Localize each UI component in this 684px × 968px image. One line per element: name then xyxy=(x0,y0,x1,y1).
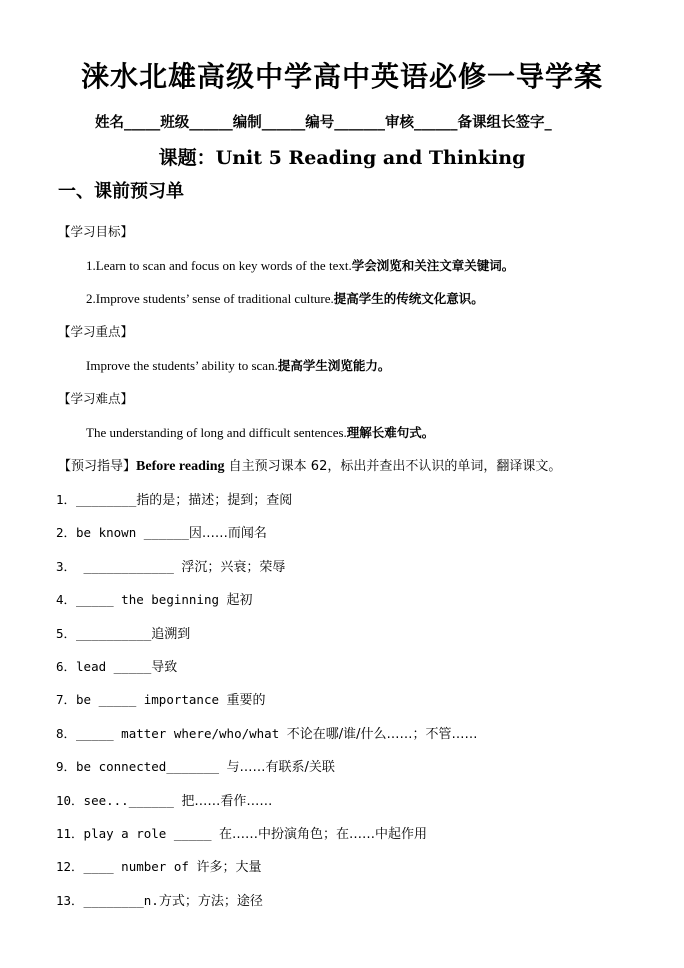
objective-item-2 xyxy=(86,289,484,307)
vocab-prompt: 3． ____________ xyxy=(56,558,182,574)
objective-en: 1.Learn to scan and focus on key words of the text. xyxy=(86,258,352,273)
vocab-prompt: 5．__________ xyxy=(56,625,152,641)
lesson-title: 课题：Unit 5 Reading and Thinking xyxy=(158,147,526,169)
difficulties-cn: 理解长难句式。 xyxy=(346,425,435,440)
objective-cn: 提高学生的传统文化意识。 xyxy=(333,291,484,306)
vocab-meaning: 起初 xyxy=(226,593,253,609)
vocab-prompt: 12．____ number of xyxy=(56,859,197,875)
vocab-prompt: 13．________n. xyxy=(56,892,159,908)
vocab-meaning: 重要的 xyxy=(226,693,266,709)
vocab-meaning: 不论在哪/谁/什么……；不管…… xyxy=(286,726,478,742)
vocab-prompt: 1．________ xyxy=(56,492,137,507)
key-points-en: Improve the students’ ability to scan. xyxy=(86,358,278,373)
preview-text: 自主预习课本 62，标出并查出不认识的单词，翻译课文。 xyxy=(224,459,562,474)
info-line: 姓名_____班级______编制______编号_______审核______备课组长签字_ xyxy=(95,115,552,131)
preview-guide xyxy=(58,455,561,475)
vocab-item xyxy=(56,489,292,508)
vocab-meaning: 因……而闻名 xyxy=(188,526,267,542)
vocab-item xyxy=(56,656,177,675)
vocab-item xyxy=(56,823,427,842)
document-title: 涞水北雄高级中学高中英语必修一导学案 xyxy=(80,60,603,93)
objectives-label: 【学习目标】 xyxy=(58,224,134,239)
objective-item-1 xyxy=(86,256,514,274)
vocab-item xyxy=(56,723,478,742)
vocab-meaning: 导致 xyxy=(151,660,178,675)
vocab-meaning: 方式；方法；途径 xyxy=(158,893,263,909)
objective-en: 2.Improve students’ sense of traditional culture. xyxy=(86,291,334,306)
vocab-meaning: 指的是；描述；提到；查阅 xyxy=(136,493,293,508)
vocab-item xyxy=(56,589,253,608)
vocab-meaning: 与……有联系/关联 xyxy=(226,760,335,776)
key-points-text xyxy=(86,356,390,374)
vocab-item xyxy=(56,556,285,575)
vocab-prompt: 11．play a role _____ xyxy=(56,826,220,841)
vocab-meaning: 浮沉；兴衰；荣辱 xyxy=(181,559,286,575)
difficulties-label: 【学习难点】 xyxy=(58,391,134,406)
objective-cn: 学会浏览和关注文章关键词。 xyxy=(351,258,515,273)
vocab-item xyxy=(56,522,267,541)
preview-label: 【预习指导】 xyxy=(58,459,137,474)
vocab-prompt: 10．see...______ xyxy=(56,792,182,808)
vocab-item xyxy=(56,890,263,909)
vocab-prompt: 2．be known ______ xyxy=(56,525,189,541)
vocab-meaning: 把……看作…… xyxy=(181,793,273,809)
vocab-prompt: 6．lead _____ xyxy=(56,659,152,674)
vocab-meaning: 追溯到 xyxy=(151,626,191,642)
vocab-item xyxy=(56,856,261,875)
vocab-meaning: 许多；大量 xyxy=(196,860,262,876)
vocab-item xyxy=(56,790,272,809)
key-points-cn: 提高学生浏览能力。 xyxy=(277,358,391,373)
vocab-prompt: 8．_____ matter where/who/what xyxy=(56,725,287,741)
vocab-prompt: 9．be connected_______ xyxy=(56,759,227,775)
vocab-item xyxy=(56,689,266,708)
section-heading: 一、课前预习单 xyxy=(58,181,184,202)
vocab-prompt: 4．_____ the beginning xyxy=(56,592,227,608)
key-points-label: 【学习重点】 xyxy=(58,324,134,339)
vocab-prompt: 7．be _____ importance xyxy=(56,692,227,708)
vocab-item xyxy=(56,756,335,775)
vocab-item xyxy=(56,623,190,642)
vocab-meaning: 在……中扮演角色；在……中起作用 xyxy=(219,827,428,842)
difficulties-en: The understanding of long and difficult sentences. xyxy=(86,425,347,440)
difficulties-text xyxy=(86,423,434,441)
preview-bold: Before reading xyxy=(136,459,225,474)
